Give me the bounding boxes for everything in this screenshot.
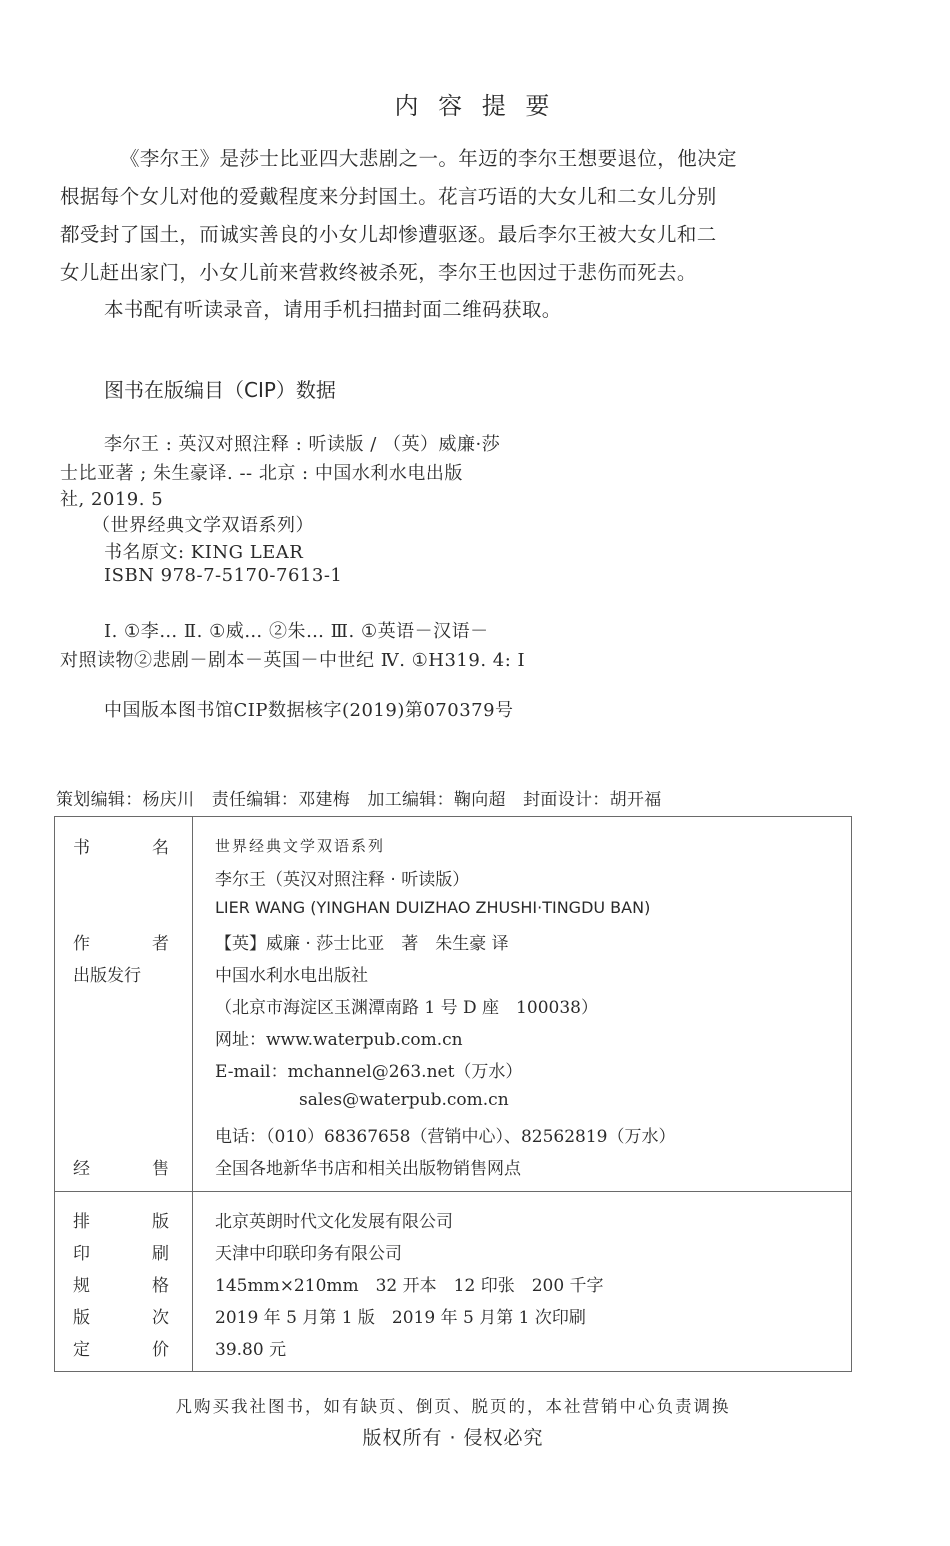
cip-isbn: ISBN 978-7-5170-7613-1 — [104, 565, 343, 586]
series-name: 世界经典文学双语系列 — [215, 837, 386, 855]
section-divider — [55, 1191, 851, 1192]
specification-value: 145mm×210mm 32 开本 12 印张 200 千字 — [215, 1276, 604, 1296]
label-publisher: 出版发行 — [73, 966, 141, 986]
cip-record-line: 士比亚著 ; 朱生豪译. -- 北京 : 中国水利水电出版 — [60, 463, 463, 484]
label-book-name: 书 名 — [73, 838, 169, 858]
cip-classification-line: 对照读物②悲剧－剧本－英国－中世纪 Ⅳ. ①H319. 4: I — [60, 650, 526, 671]
publisher-website: 网址：www.waterpub.com.cn — [215, 1030, 463, 1050]
label-price: 定 价 — [73, 1340, 169, 1360]
label-typesetting: 排 版 — [73, 1212, 169, 1232]
label-specification: 规 格 — [73, 1276, 169, 1296]
column-divider — [192, 817, 193, 1371]
book-title-cn: 李尔王（英汉对照注释 · 听读版） — [215, 870, 470, 890]
typesetting-value: 北京英朗时代文化发展有限公司 — [215, 1212, 453, 1232]
publisher-address: （北京市海淀区玉渊潭南路 1 号 D 座 100038） — [215, 998, 598, 1018]
synopsis-line: 女儿赶出家门，小女儿前来营救终被杀死，李尔王也因过于悲伤而死去。 — [60, 261, 697, 284]
price-value: 39.80 元 — [215, 1340, 287, 1360]
edition-value: 2019 年 5 月第 1 版 2019 年 5 月第 1 次印刷 — [215, 1308, 586, 1328]
publisher-name: 中国水利水电出版社 — [215, 966, 368, 986]
cip-verification: 中国版本图书馆CIP数据核字(2019)第070379号 — [104, 700, 514, 721]
book-title-pinyin: LIER WANG (YINGHAN DUIZHAO ZHUSHI·TINGDU BAN) — [215, 898, 651, 917]
synopsis-line: 《李尔王》是莎士比亚四大悲剧之一。年迈的李尔王想要退位，他决定 — [120, 147, 737, 170]
synopsis-line: 根据每个女儿对他的爱戴程度来分封国土。花言巧语的大女儿和二女儿分别 — [60, 185, 717, 208]
publisher-email: E-mail：mchannel@263.net（万水） — [215, 1062, 523, 1082]
label-author: 作 者 — [73, 934, 169, 954]
page-title: 内 容 提 要 — [394, 92, 556, 120]
printing-value: 天津中印联印务有限公司 — [215, 1244, 402, 1264]
synopsis-line: 都受封了国土，而诚实善良的小女儿却惨遭驱逐。最后李尔王被大女儿和二 — [60, 223, 717, 246]
publisher-phone: 电话：（010）68367658（营销中心）、82562819（万水） — [215, 1127, 676, 1147]
label-printing: 印 刷 — [73, 1244, 169, 1264]
cip-record-line: 李尔王 : 英汉对照注释 : 听读版 / （英）威廉·莎 — [104, 434, 501, 455]
copyright-notice: 版权所有 · 侵权必究 — [362, 1427, 544, 1449]
replacement-notice: 凡购买我社图书，如有缺页、倒页、脱页的，本社营销中心负责调换 — [175, 1397, 731, 1416]
colophon-table — [54, 816, 852, 1372]
label-distribution: 经 售 — [73, 1159, 169, 1179]
staff-credits: 策划编辑：杨庆川 责任编辑：邓建梅 加工编辑：鞠向超 封面设计：胡开福 — [56, 790, 662, 810]
cip-series-line: （世界经典文学双语系列） — [92, 515, 314, 536]
distribution-value: 全国各地新华书店和相关出版物销售网点 — [215, 1159, 521, 1179]
author-value: 【英】威廉 · 莎士比亚 著 朱生豪 译 — [215, 934, 509, 954]
cip-classification-line: Ⅰ. ①李… Ⅱ. ①威… ②朱… Ⅲ. ①英语－汉语－ — [104, 621, 489, 642]
cip-record-line: 社, 2019. 5 — [60, 489, 164, 510]
cip-heading: 图书在版编目（CIP）数据 — [104, 378, 336, 402]
audio-note: 本书配有听读录音，请用手机扫描封面二维码获取。 — [104, 298, 562, 321]
publisher-email-sales: sales@waterpub.com.cn — [299, 1090, 509, 1110]
label-edition: 版 次 — [73, 1308, 169, 1328]
cip-original-title: 书名原文: KING LEAR — [104, 542, 304, 563]
